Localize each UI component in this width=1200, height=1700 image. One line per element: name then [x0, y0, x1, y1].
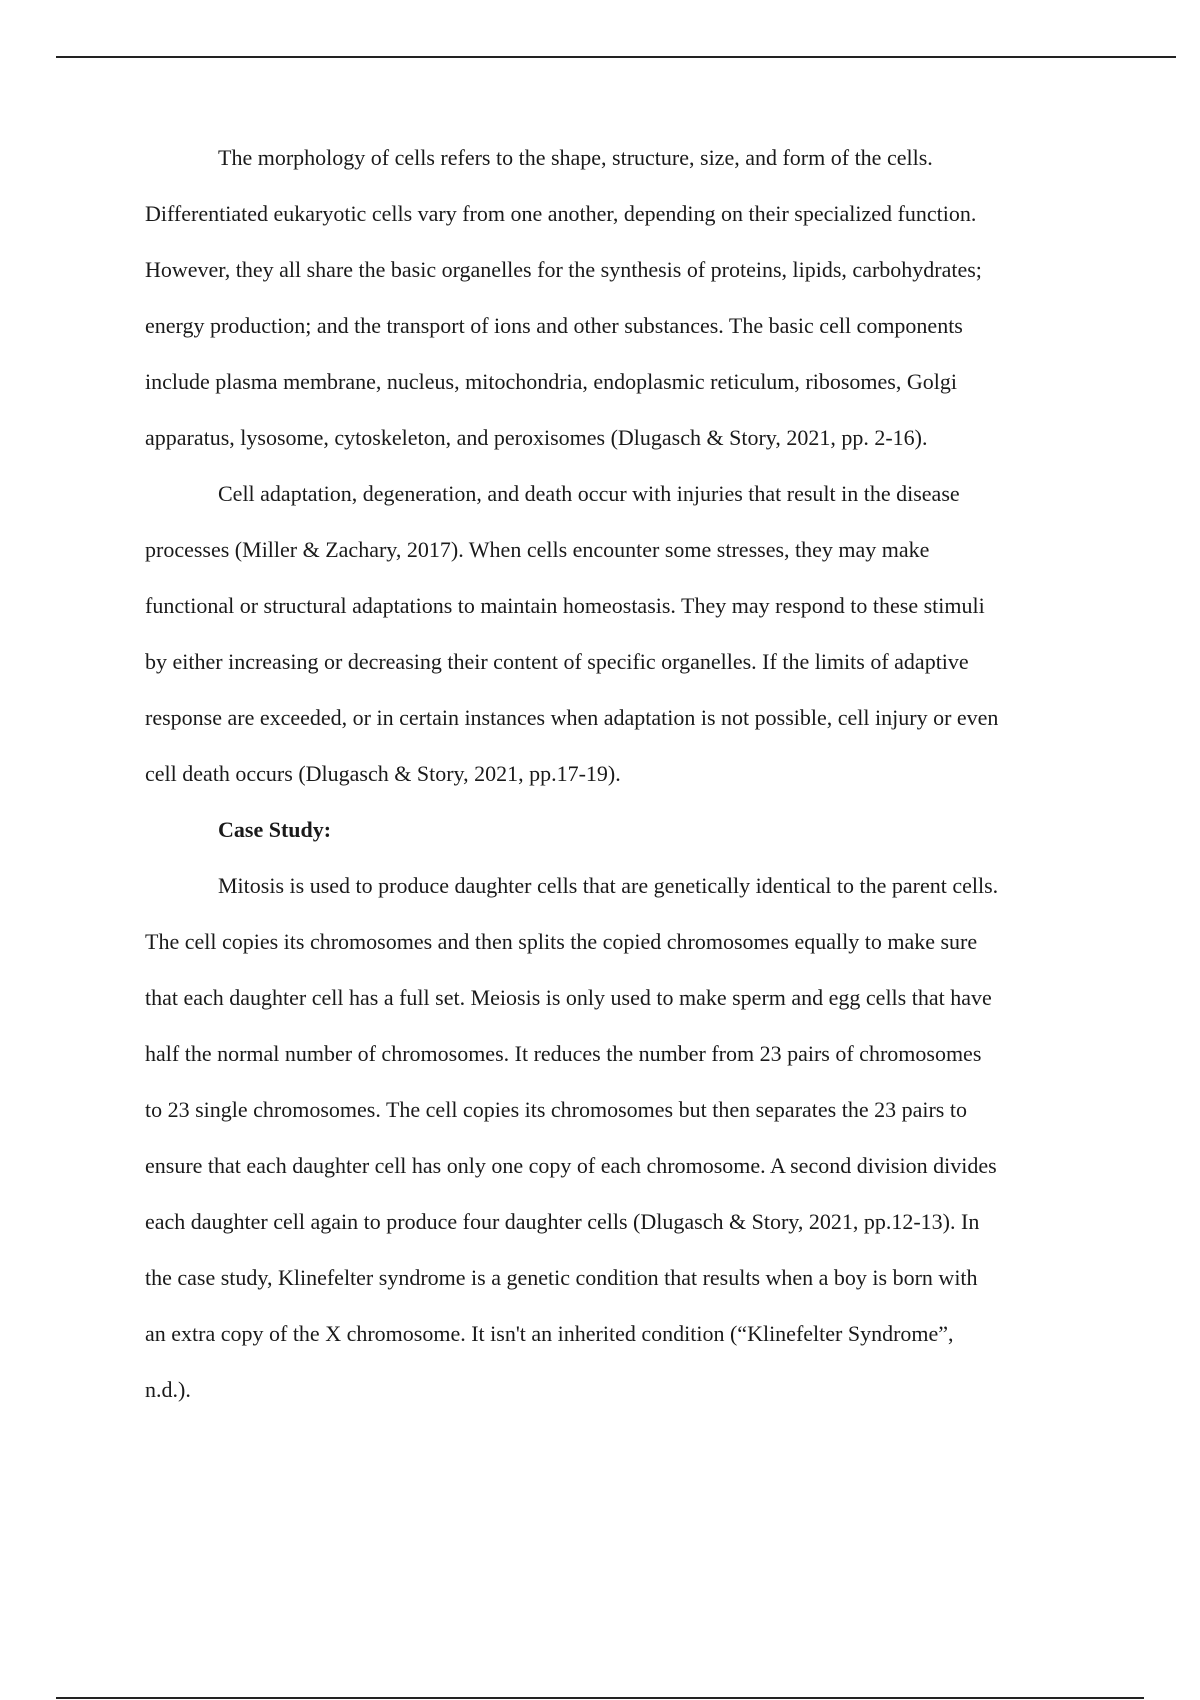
text-line: Differentiated eukaryotic cells vary from one another, depending on their specialized function. — [145, 201, 977, 226]
text-line: by either increasing or decreasing their content of specific organelles. If the limits of adaptive — [145, 649, 969, 674]
text-line: Mitosis is used to produce daughter cells that are genetically identical to the parent cells. — [218, 873, 999, 898]
text-line: each daughter cell again to produce four daughter cells (Dlugasch & Story, 2021, pp.12-13). In — [145, 1209, 980, 1234]
case-study-heading: Case Study: — [218, 817, 332, 842]
text-line: apparatus, lysosome, cytoskeleton, and peroxisomes (Dlugasch & Story, 2021, pp. 2-16). — [145, 425, 928, 450]
text-line: the case study, Klinefelter syndrome is a genetic condition that results when a boy is born with — [145, 1265, 978, 1290]
text-line: Cell adaptation, degeneration, and death occur with injuries that result in the disease — [218, 481, 960, 506]
text-line: include plasma membrane, nucleus, mitochondria, endoplasmic reticulum, ribosomes, Golgi — [145, 369, 957, 394]
text-line: functional or structural adaptations to maintain homeostasis. They may respond to these stimuli — [145, 593, 985, 618]
document-body — [145, 130, 1085, 1418]
header-rule — [56, 56, 1176, 58]
text-line: n.d.). — [145, 1377, 191, 1402]
paragraph-case-study — [145, 858, 1085, 1418]
text-line: half the normal number of chromosomes. It reduces the number from 23 pairs of chromosomes — [145, 1041, 982, 1066]
text-line: ensure that each daughter cell has only one copy of each chromosome. A second division divides — [145, 1153, 997, 1178]
text-line: energy production; and the transport of ions and other substances. The basic cell components — [145, 313, 963, 338]
text-line: cell death occurs (Dlugasch & Story, 2021, pp.17-19). — [145, 761, 621, 786]
text-line: The morphology of cells refers to the shape, structure, size, and form of the cells. — [218, 145, 933, 170]
text-line: to 23 single chromosomes. The cell copies its chromosomes but then separates the 23 pairs to — [145, 1097, 967, 1122]
text-line: processes (Miller & Zachary, 2017). When cells encounter some stresses, they may make — [145, 537, 930, 562]
text-line: However, they all share the basic organelles for the synthesis of proteins, lipids, carbohydrates; — [145, 257, 982, 282]
footer-rule — [56, 1697, 1144, 1699]
paragraph-adaptation — [145, 466, 1085, 802]
text-line: response are exceeded, or in certain instances when adaptation is not possible, cell injury or even — [145, 705, 999, 730]
text-line: an extra copy of the X chromosome. It isn't an inherited condition (“Klinefelter Syndrome”, — [145, 1321, 954, 1346]
text-line: that each daughter cell has a full set. Meiosis is only used to make sperm and egg cells that have — [145, 985, 992, 1010]
paragraph-morphology — [145, 130, 1085, 466]
text-line: The cell copies its chromosomes and then splits the copied chromosomes equally to make sure — [145, 929, 978, 954]
